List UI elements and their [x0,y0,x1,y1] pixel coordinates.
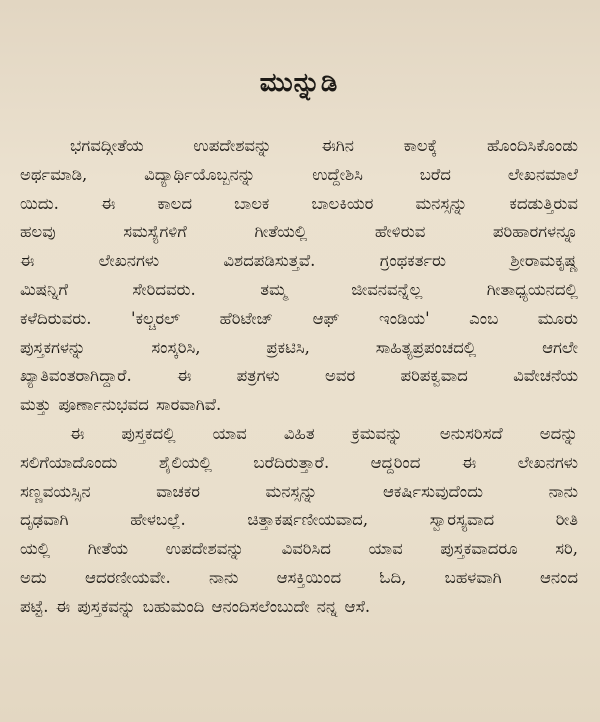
text-line: ಖ್ಯಾತಿವಂತರಾಗಿದ್ದಾರೆ. ಈ ಪತ್ರಗಳು ಅವರ ಪರಿಪಕ್ವವಾದ ವಿವೇಚನೆಯ [20,366,578,386]
text-line: ಹಲವು ಸಮಸ್ಯೆಗಳಿಗೆ ಗೀತೆಯಲ್ಲಿ ಹೇಳಿರುವ ಪರಿಹಾರಗಳನ್ನೂ [20,222,578,242]
text-line: ಈ ಪುಸ್ತಕದಲ್ಲಿ ಯಾವ ವಿಹಿತ ಕ್ರಮವನ್ನು ಅನುಸರಿಸದೆ ಅದನ್ನು [70,423,578,443]
text-line: ಈ ಲೇಖನಗಳು ವಿಶದಪಡಿಸುತ್ತವೆ. ಗ್ರಂಥಕರ್ತರು ಶ್ರೀರಾಮಕೃಷ್ಣ [20,251,578,271]
text-line: ದೃಢವಾಗಿ ಹೇಳಬಲ್ಲೆ. ಚಿತ್ತಾಕರ್ಷಣೀಯವಾದ, ಸ್ವಾರಸ್ಯವಾದ ರೀತಿ [20,510,578,530]
text-line: ಪಟ್ಟೆ. ಈ ಪುಸ್ತಕವನ್ನು ಬಹುಮಂದಿ ಆನಂದಿಸಲೆಂಬುದೇ ನನ್ನ ಆಸೆ. [20,596,371,616]
preface-body [20,132,578,622]
text-line: ಭಗವದ್ಗೀತೆಯ ಉಪದೇಶವನ್ನು ಈಗಿನ ಕಾಲಕ್ಕೆ ಹೊಂದಿಸಿಕೊಂಡು [70,136,578,155]
text-line: ಅದು ಆದರಣೀಯವೇ. ನಾನು ಆಸಕ್ತಿಯಿಂದ ಓದಿ, ಬಹಳವಾಗಿ ಆನಂದ [20,567,578,587]
text-line: ಮತ್ತು ಪೂರ್ಣಾನುಭವದ ಸಾರವಾಗಿವೆ. [20,395,222,415]
text-line: ಯಲ್ಲಿ ಗೀತೆಯ ಉಪದೇಶವನ್ನು ವಿವರಿಸಿದ ಯಾವ ಪುಸ್ತಕವಾದರೂ ಸರಿ, [20,539,578,559]
paragraph-2 [20,420,578,622]
text-line: ಅರ್ಥಮಾಡಿ, ವಿದ್ಯಾರ್ಥಿಯೊಬ್ಬನನ್ನು ಉದ್ದೇಶಿಸಿ ಬರೆದ ಲೇಖನಮಾಲೆ [20,164,578,184]
text-line: ಮಿಷನ್ನಿಗೆ ಸೇರಿದವರು. ತಮ್ಮ ಜೀವನವನ್ನೆಲ್ಲ ಗೀತಾಧ್ಯಯನದಲ್ಲಿ [20,279,578,299]
text-line: ಯಿದು. ಈ ಕಾಲದ ಬಾಲಕ ಬಾಲಕಿಯರ ಮನಸ್ಸನ್ನು ಕದಡುತ್ತಿರುವ [20,193,578,213]
page-title: ಮುನ್ನುಡಿ [259,68,339,98]
text-line: ಕಳೆದಿರುವರು. 'ಕಲ್ಚರಲ್ ಹೆರಿಟೇಜ್ ಆಫ್ ಇಂಡಿಯ' ಎಂಬ ಮೂರು [20,308,578,328]
paragraph-1 [20,132,578,420]
text-line: ಪುಸ್ತಕಗಳನ್ನು ಸಂಸ್ಕರಿಸಿ, ಪ್ರಕಟಿಸಿ, ಸಾಹಿತ್ಯಪ್ರಪಂಚದಲ್ಲಿ ಆಗಲೇ [20,337,578,357]
text-line: ಸಣ್ಣವಯಸ್ಸಿನ ವಾಚಕರ ಮನಸ್ಸನ್ನು ಆಕರ್ಷಿಸುವುದೆಂದು ನಾನು [20,481,578,501]
text-line: ಸಲಿಗೆಯಾದೊಂದು ಶೈಲಿಯಲ್ಲಿ ಬರೆದಿರುತ್ತಾರೆ. ಆದ್ದರಿಂದ ಈ ಲೇಖನಗಳು [20,452,578,472]
